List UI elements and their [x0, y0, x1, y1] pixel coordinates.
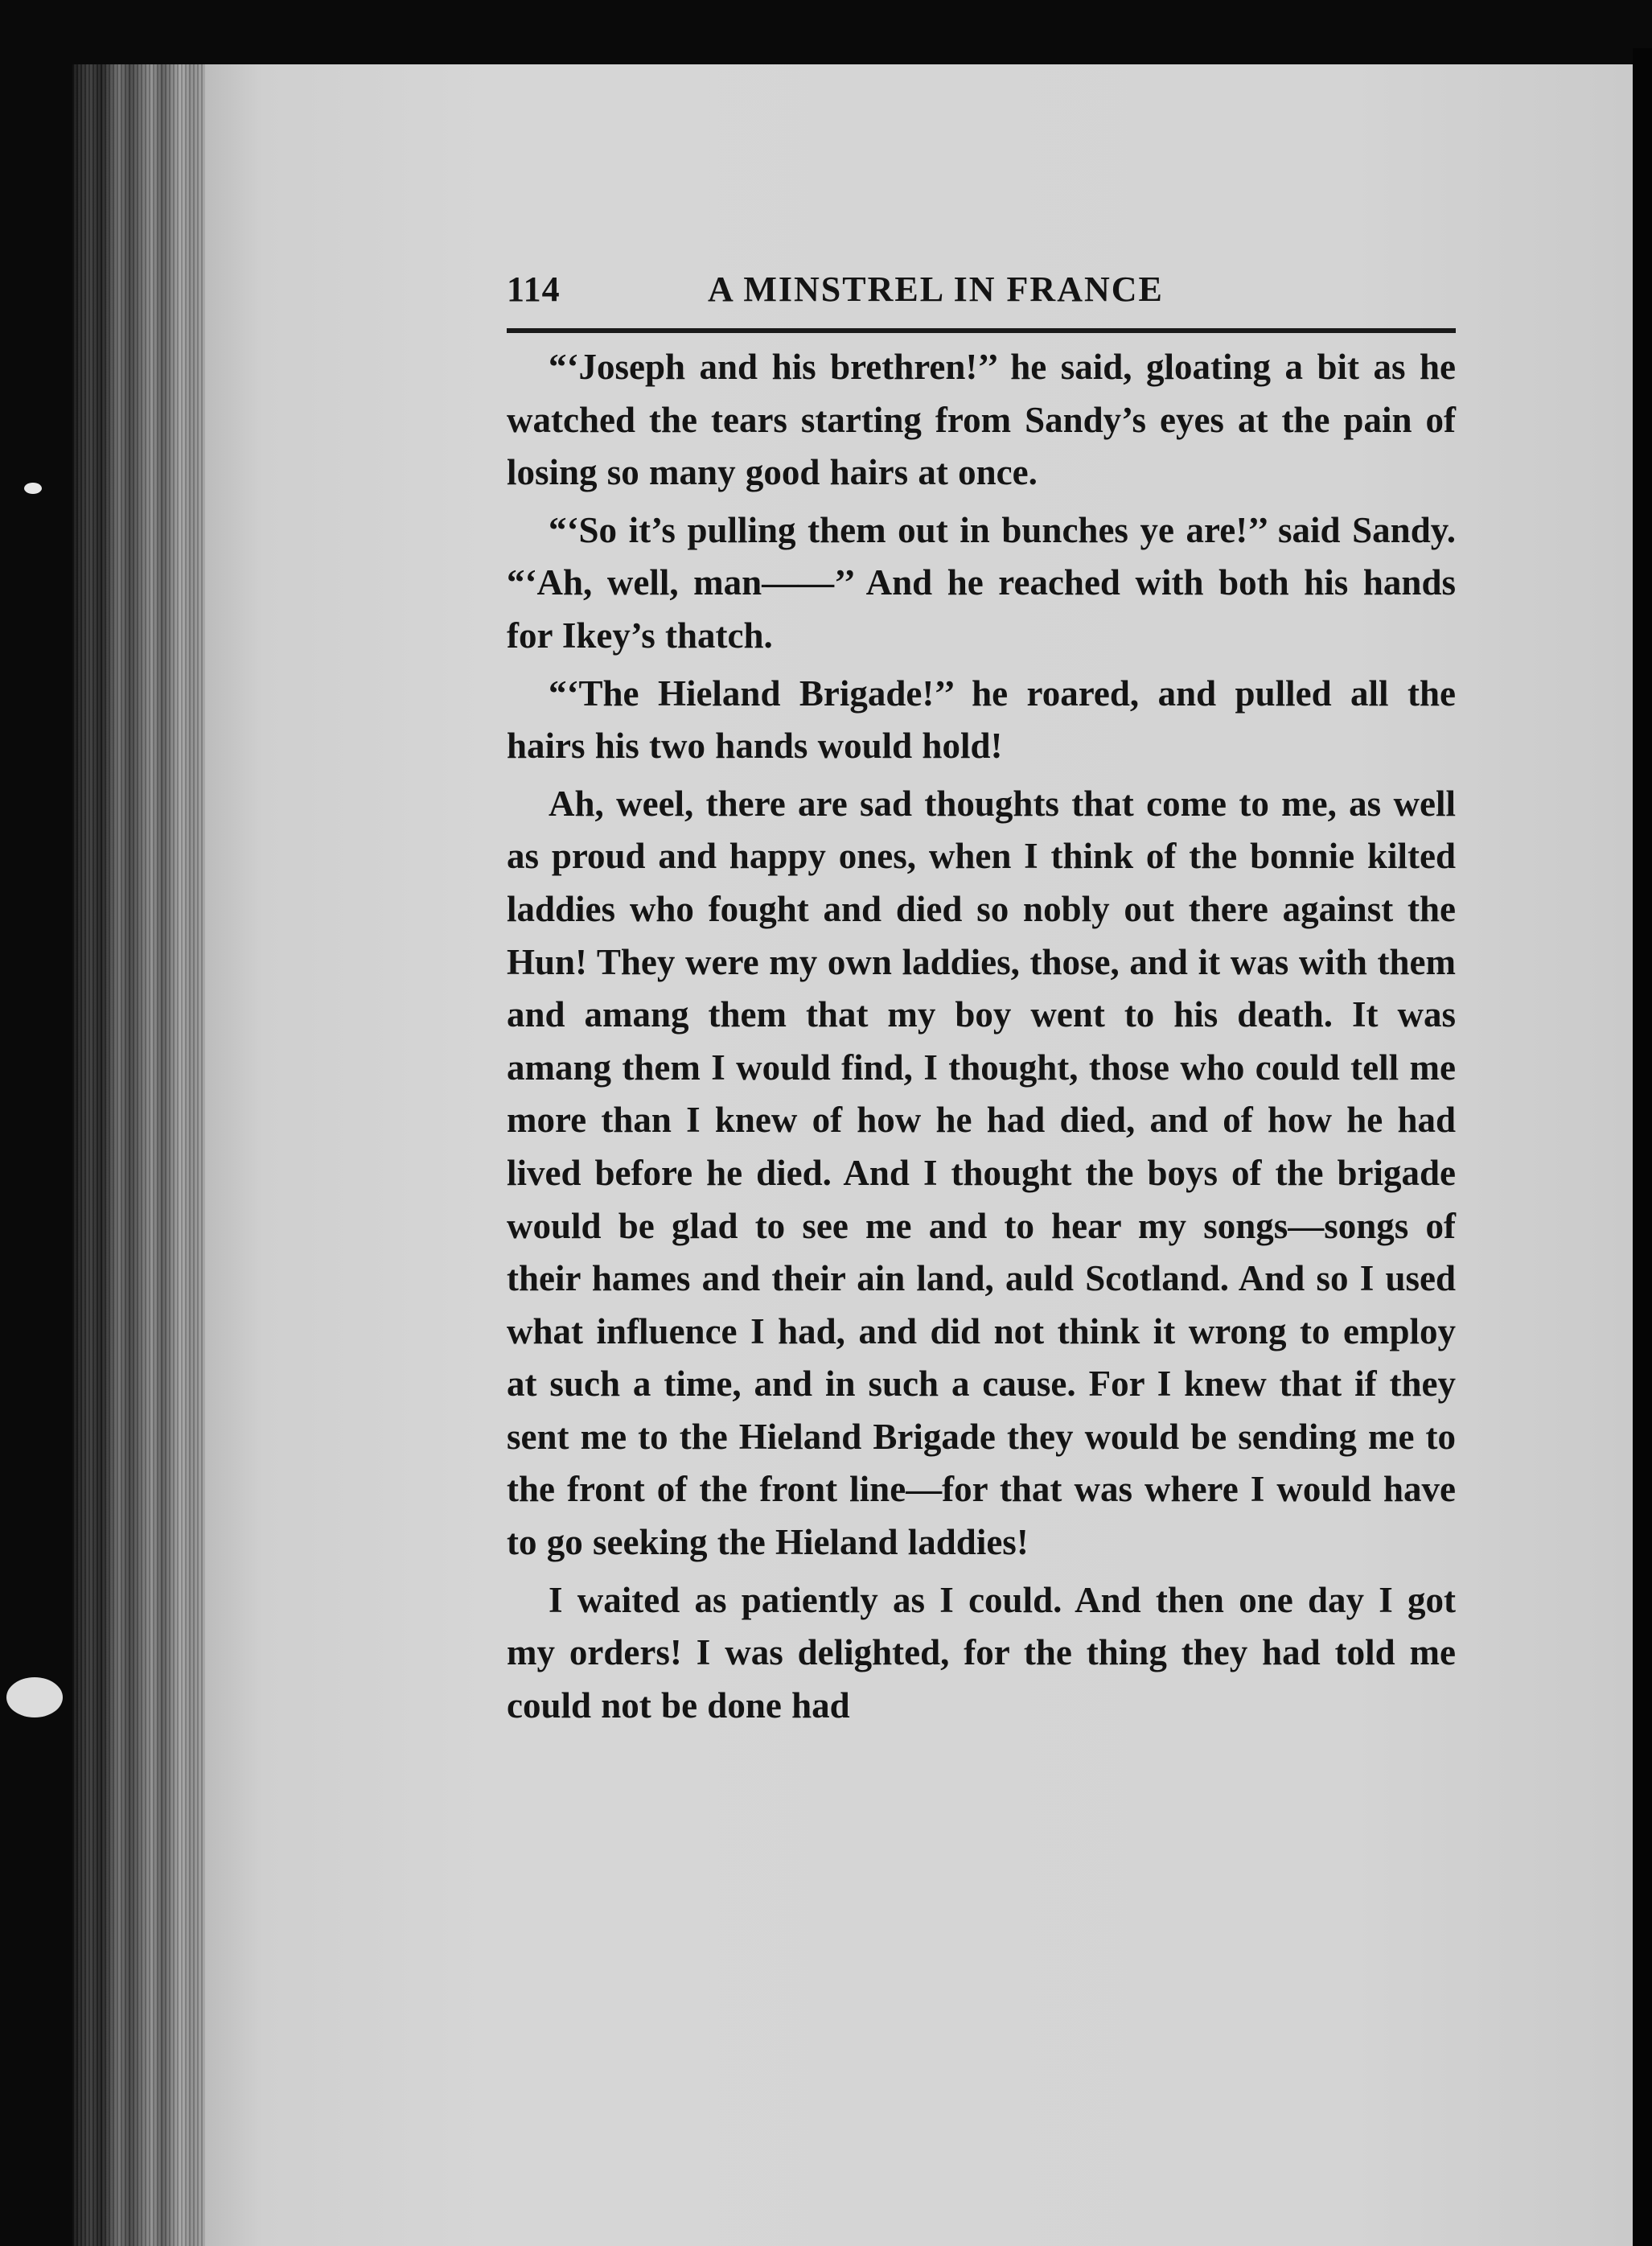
scan-border	[1633, 48, 1652, 2246]
text-block	[507, 257, 1456, 1732]
scan-speck	[24, 483, 42, 494]
binding-gutter	[72, 64, 217, 2246]
paragraph: “‘Joseph and his brethren!’’ he said, gloating a bit as he watched the tears starting from Sandy’s eyes at the pain of losing so many good hairs at once.	[507, 347, 1456, 493]
paragraph: I waited as patiently as I could. And then one day I got my orders! I was delighted, for the thing they had told me could not be done had	[507, 1579, 1456, 1726]
header-rule	[507, 328, 1456, 333]
scan-speck	[6, 1677, 63, 1717]
paragraph: “‘So it’s pulling them out in bunches ye are!’’ said Sandy. “‘Ah, well, man——’’ And he reached with both his hands for Ikey’s thatch.	[507, 509, 1456, 656]
paragraph: Ah, weel, there are sad thoughts that come to me, as well as proud and happy ones, when I think of the bonnie kilted laddies who fought and died so nobly out there against the Hun! They were my own laddies, those, and it was with them and amang them that my boy went to his death. It was amang them I would find, I thought, those who could tell me more than I knew of how he had died, and of how he had lived before he died. And I thought the boys of the brigade would be glad to see me and to hear my songs—songs of their hames and their ain land, auld Scotland. And so I used what influence I had, and did not think it wrong to employ at such a time, and in such a cause. For I knew that if they sent me to the Hieland Brigade they would be sending me to the front of the front line—for that was where I would have to go seeking the Hieland laddies!	[507, 783, 1456, 1563]
page-number: 114	[507, 269, 561, 309]
running-head	[507, 257, 1456, 322]
running-title: A MINSTREL IN FRANCE	[708, 269, 1164, 309]
paragraph: “‘The Hieland Brigade!’’ he roared, and pulled all the hairs his two hands would hold!	[507, 673, 1456, 767]
